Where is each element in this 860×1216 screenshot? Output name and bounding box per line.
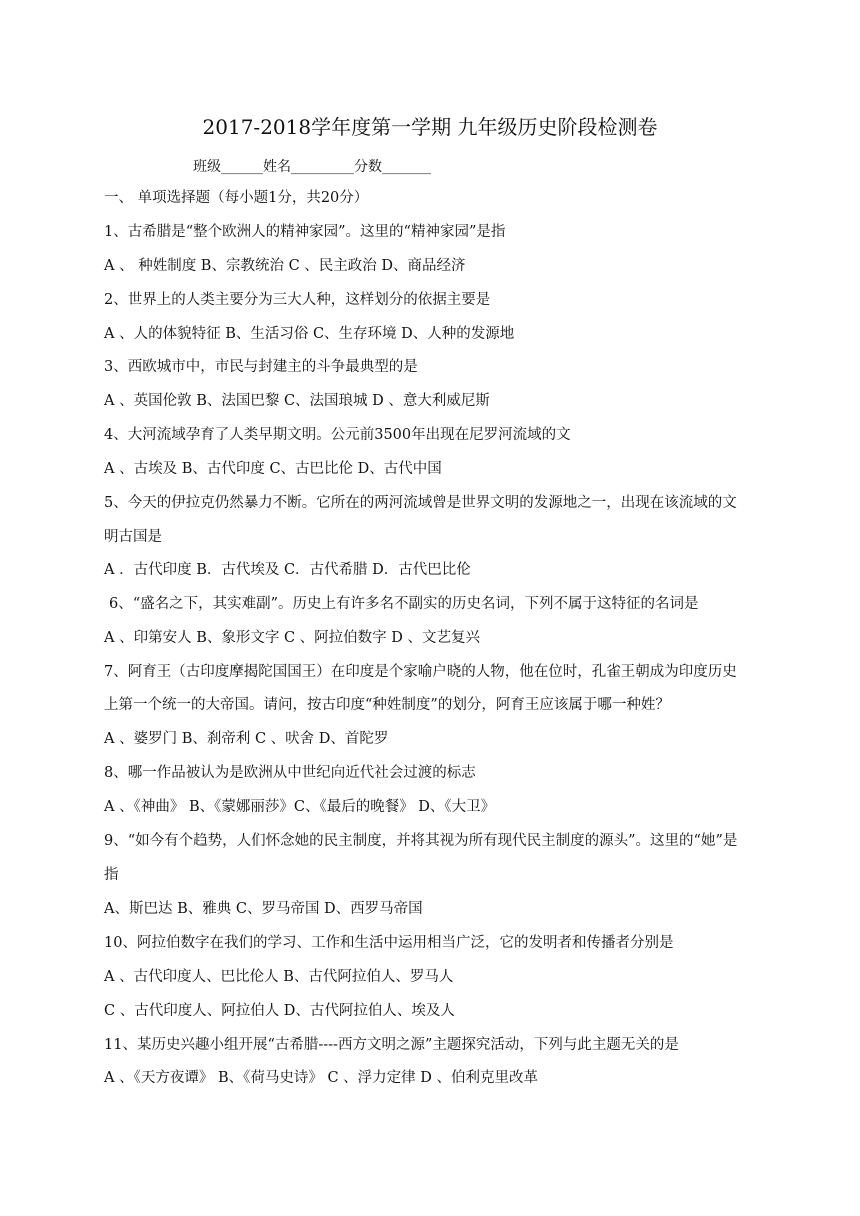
- question-6: 6、“盛名之下，其实难副”。历史上有许多名不副实的历史名词，下列不属于这特征的名词是: [109, 596, 699, 612]
- question-5-cont: 明古国是: [104, 529, 162, 545]
- question-9-cont: 指: [104, 867, 119, 883]
- options-11: A 、《天方夜谭》 B、《荷马史诗》 C 、浮力定律 D 、伯利克里改革: [104, 1070, 538, 1086]
- question-5: 5、今天的伊拉克仍然暴力不断。它所在的两河流域曾是世界文明的发源地之一，出现在该流域的文: [104, 495, 737, 511]
- section-heading: 一、 单项选择题（每小题1分，共20分）: [104, 190, 369, 206]
- options-5: A ．古代印度 B．古代埃及 C．古代希腊 D．古代巴比伦: [104, 562, 471, 578]
- options-7: A 、婆罗门 B、刹帝利 C 、吠舍 D、首陀罗: [104, 731, 389, 747]
- question-10: 10、阿拉伯数字在我们的学习、工作和生活中运用相当广泛，它的发明者和传播者分别是: [104, 935, 674, 951]
- question-9: 9、“如今有个趋势，人们怀念她的民主制度，并将其视为所有现代民主制度的源头”。这里的“她”是: [104, 833, 738, 849]
- question-3: 3、西欧城市中，市民与封建主的斗争最典型的是: [104, 359, 418, 375]
- options-3: A 、英国伦敦 B、法国巴黎 C、法国琅城 D 、意大利威尼斯: [104, 393, 490, 409]
- student-info-line: 班级______姓名_________分数_______: [193, 159, 431, 175]
- question-7: 7、阿育王（古印度摩揭陀国国王）在印度是个家喻户晓的人物，他在位时，孔雀王朝成为印度历史: [104, 664, 737, 680]
- options-6: A 、印第安人 B、象形文字 C 、阿拉伯数字 D 、文艺复兴: [104, 630, 480, 646]
- options-10-ab: A 、古代印度人、巴比伦人 B、古代阿拉伯人、罗马人: [104, 969, 454, 985]
- question-2: 2、世界上的人类主要分为三大人种，这样划分的依据主要是: [104, 292, 491, 308]
- question-7-cont: 上第一个统一的大帝国。请问，按古印度“种姓制度”的划分，阿育王应该属于哪一种姓？: [104, 697, 670, 713]
- question-4: 4、大河流域孕育了人类早期文明。公元前3500年出现在尼罗河流域的文: [104, 427, 571, 443]
- options-10-cd: C 、古代印度人、阿拉伯人 D、古代阿拉伯人、埃及人: [104, 1003, 455, 1019]
- options-1: A 、 种姓制度 B、宗教统治 C 、民主政治 D、商品经济: [104, 258, 466, 274]
- exam-title: 2017-2018学年度第一学期 九年级历史阶段检测卷: [202, 115, 658, 139]
- question-1: 1、古希腊是“整个欧洲人的精神家园”。这里的“精神家园”是指: [104, 224, 506, 240]
- options-2: A 、人的体貌特征 B、生活习俗 C、生存环境 D、人种的发源地: [104, 326, 515, 342]
- question-11: 11、某历史兴趣小组开展“古希腊----西方文明之源”主题探究活动，下列与此主题无关的是: [104, 1037, 679, 1053]
- options-9: A、斯巴达 B、雅典 C、罗马帝国 D、西罗马帝国: [104, 901, 423, 917]
- question-8: 8、哪一作品被认为是欧洲从中世纪向近代社会过渡的标志: [104, 765, 476, 781]
- options-8: A 、《神曲》 B、《蒙娜丽莎》C、《最后的晚餐》 D、《大卫》: [104, 799, 496, 815]
- options-4: A 、古埃及 B、古代印度 C、古巴比伦 D、古代中国: [104, 461, 442, 477]
